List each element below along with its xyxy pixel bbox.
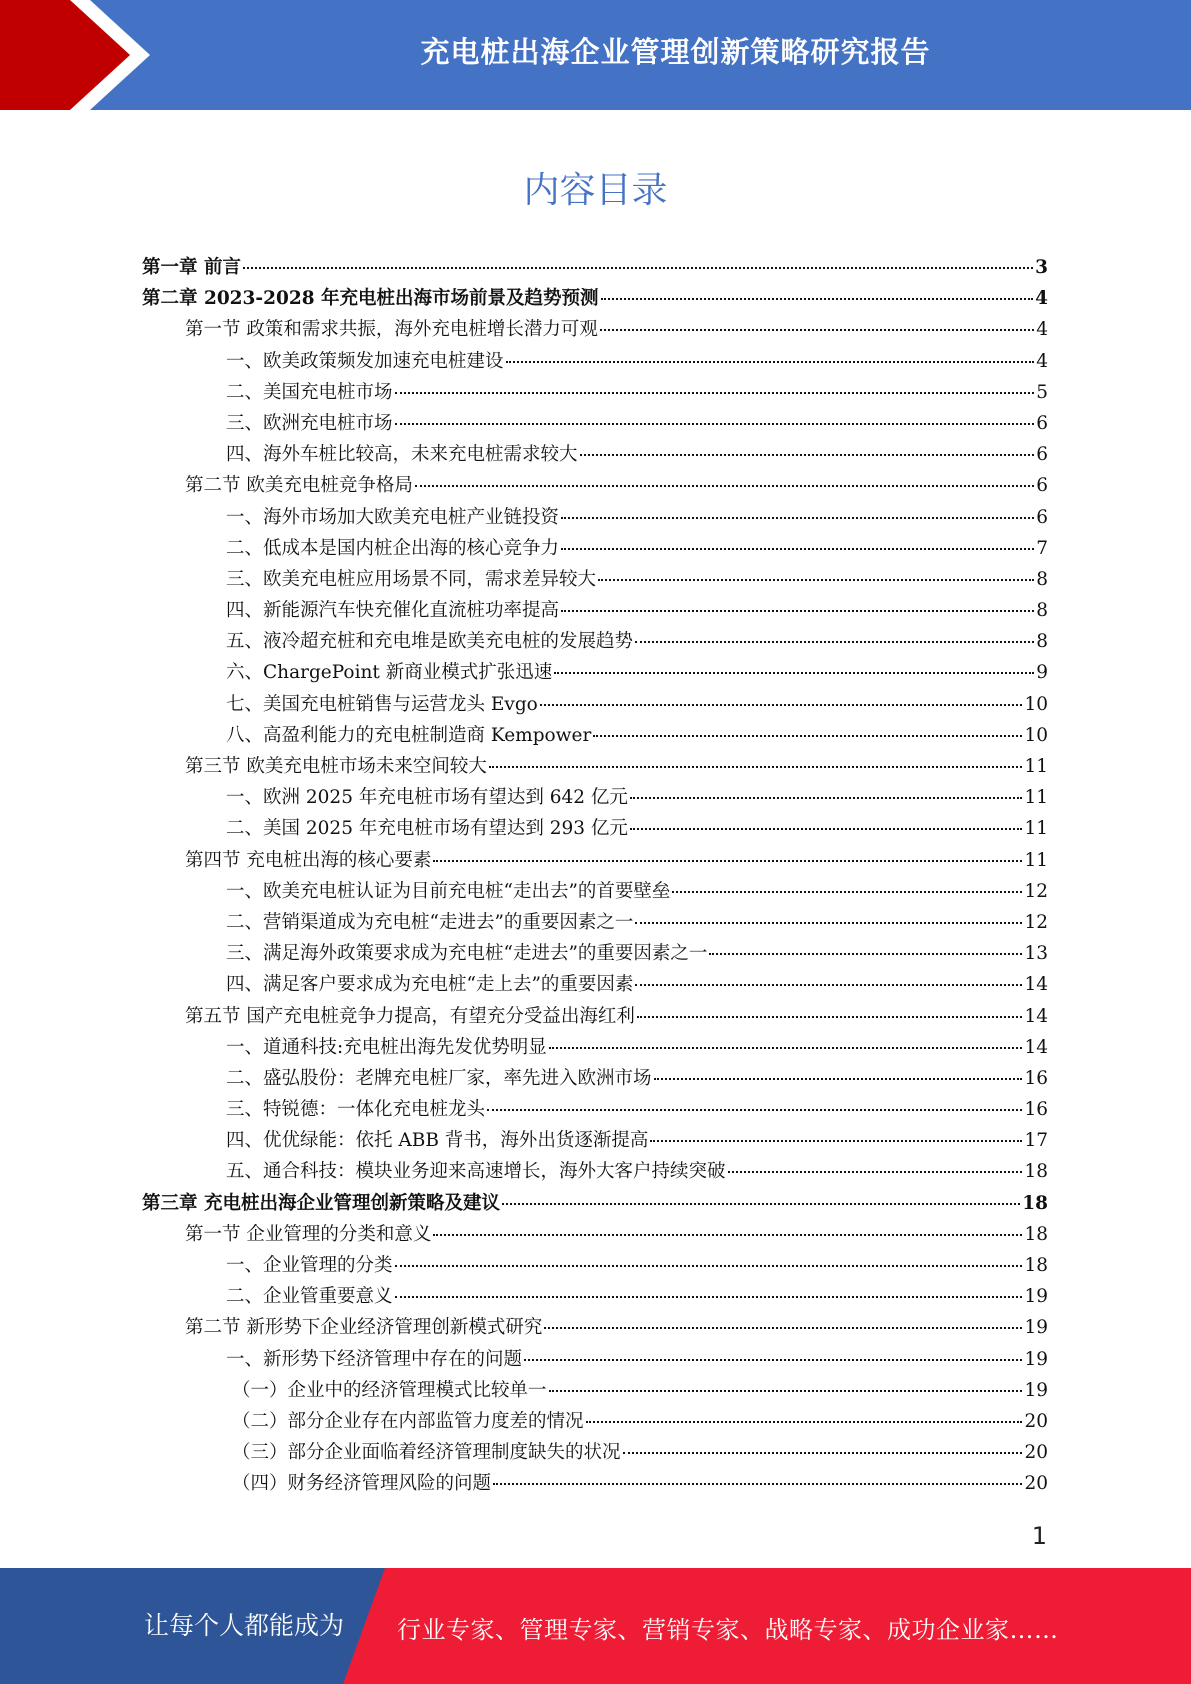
toc-entry-page: 10 (1024, 724, 1048, 746)
toc-entry[interactable] (142, 1095, 1048, 1126)
toc-entry-label: （四）财务经济管理风险的问题 (232, 1473, 492, 1495)
toc-entry-label: 七、美国充电桩销售与运营龙头 Evgo (226, 693, 538, 715)
toc-leader-dots (630, 797, 1023, 799)
toc-leader-dots (600, 329, 1034, 331)
footer-slogan-right: 行业专家、管理专家、营销专家、战略专家、成功企业家…… (397, 1616, 1059, 1644)
toc-entry-page: 18 (1024, 1255, 1048, 1276)
toc-leader-dots (524, 1359, 1022, 1361)
toc-entry-label: （二）部分企业存在内部监管力度差的情况 (232, 1410, 584, 1432)
toc-entry[interactable] (142, 783, 1048, 814)
toc-entry-page: 7 (1036, 537, 1048, 559)
toc-entry-page: 11 (1024, 787, 1048, 809)
page-number: 1 (1031, 1522, 1047, 1550)
toc-entry[interactable] (142, 347, 1048, 378)
toc-entry-page: 20 (1024, 1473, 1048, 1495)
toc-entry-page: 11 (1024, 756, 1048, 777)
footer-banner (0, 1568, 1191, 1684)
toc-entry-page: 12 (1024, 911, 1048, 933)
toc-entry[interactable] (142, 503, 1048, 534)
toc-leader-dots (598, 579, 1034, 581)
toc-entry-page: 18 (1022, 1192, 1048, 1214)
toc-entry-page: 19 (1024, 1317, 1048, 1339)
toc-entry[interactable] (142, 1189, 1048, 1220)
table-of-contents (142, 253, 1048, 1501)
toc-entry-page: 4 (1036, 350, 1048, 372)
toc-entry-page: 8 (1036, 568, 1048, 590)
toc-entry-label: 二、营销渠道成为充电桩“走进去”的重要因素之一 (226, 911, 634, 933)
toc-leader-dots (650, 1140, 1022, 1142)
toc-entry-page: 6 (1036, 444, 1048, 466)
toc-entry-label: 第五节 国产充电桩竞争力提高，有望充分受益出海红利 (185, 1005, 635, 1027)
toc-entry[interactable] (142, 970, 1048, 1001)
toc-entry[interactable] (142, 627, 1048, 658)
toc-entry[interactable] (142, 534, 1048, 565)
toc-entry[interactable] (142, 721, 1048, 752)
toc-leader-dots (623, 1452, 1023, 1454)
toc-entry-page: 16 (1024, 1067, 1048, 1089)
toc-entry[interactable] (142, 409, 1048, 440)
toc-entry-page: 17 (1024, 1130, 1048, 1152)
toc-entry-label: 二、盛弘股份：老牌充电桩厂家，率先进入欧洲市场 (226, 1067, 652, 1089)
toc-entry-label: 二、企业管重要意义 (226, 1286, 393, 1308)
toc-entry-label: （一）企业中的经济管理模式比较单一 (232, 1379, 547, 1401)
toc-entry[interactable] (142, 1313, 1048, 1344)
toc-entry-page: 9 (1036, 662, 1048, 684)
toc-leader-dots (395, 392, 1035, 394)
toc-entry[interactable] (142, 1345, 1048, 1376)
toc-leader-dots (395, 1296, 1023, 1298)
toc-entry[interactable] (142, 939, 1048, 970)
toc-entry-label: 一、海外市场加大欧美充电桩产业链投资 (226, 506, 560, 528)
toc-entry-label: 二、美国充电桩市场 (226, 381, 393, 403)
toc-entry[interactable] (142, 596, 1048, 627)
toc-entry[interactable] (142, 1251, 1048, 1282)
toc-entry[interactable] (142, 440, 1048, 471)
toc-entry[interactable] (142, 1438, 1048, 1469)
toc-entry[interactable] (142, 1126, 1048, 1157)
toc-entry-page: 18 (1024, 1223, 1048, 1245)
toc-leader-dots (561, 610, 1034, 612)
toc-entry-label: 一、欧美政策频发加速充电桩建设 (226, 350, 504, 372)
toc-leader-dots (561, 517, 1034, 519)
toc-entry-label: 一、企业管理的分类 (226, 1255, 393, 1276)
toc-entry[interactable] (142, 1469, 1048, 1500)
toc-entry-page: 11 (1024, 849, 1048, 871)
toc-leader-dots (415, 485, 1034, 487)
toc-heading: 内容目录 (523, 170, 668, 211)
toc-entry-page: 3 (1035, 257, 1048, 278)
toc-entry[interactable] (142, 1064, 1048, 1095)
toc-entry-label: 第一章 前言 (142, 257, 241, 278)
toc-leader-dots (502, 1203, 1020, 1205)
toc-leader-dots (709, 953, 1022, 955)
toc-entry[interactable] (142, 1282, 1048, 1313)
toc-entry-page: 20 (1024, 1410, 1048, 1432)
toc-entry[interactable] (142, 877, 1048, 908)
toc-entry-page: 11 (1024, 818, 1048, 840)
toc-entry-page: 4 (1035, 288, 1048, 310)
toc-entry-page: 8 (1036, 600, 1048, 622)
toc-entry-label: 一、新形势下经济管理中存在的问题 (226, 1348, 523, 1370)
toc-entry-page: 14 (1024, 974, 1048, 996)
toc-entry-label: 第二节 欧美充电桩竞争格局 (185, 475, 413, 497)
toc-entry[interactable] (142, 1033, 1048, 1064)
toc-leader-dots (635, 984, 1022, 986)
toc-leader-dots (395, 423, 1035, 425)
toc-entry-page: 6 (1036, 475, 1048, 497)
toc-entry-page: 10 (1024, 693, 1048, 715)
toc-leader-dots (637, 1016, 1023, 1018)
toc-entry[interactable] (142, 846, 1048, 877)
toc-leader-dots (672, 891, 1022, 893)
toc-entry-page: 14 (1024, 1036, 1048, 1058)
toc-entry[interactable] (142, 908, 1048, 939)
toc-entry-label: 六、ChargePoint 新商业模式扩张迅速 (226, 662, 553, 684)
toc-leader-dots (554, 672, 1034, 674)
toc-entry-label: 第二章 2023-2028 年充电桩出海市场前景及趋势预测 (142, 288, 599, 310)
toc-entry-label: 一、欧美充电桩认证为目前充电桩“走出去”的首要壁垒 (226, 880, 671, 902)
arrow-decoration (0, 0, 140, 110)
toc-entry[interactable] (142, 284, 1048, 315)
toc-entry-page: 13 (1024, 943, 1048, 965)
toc-entry-page: 19 (1024, 1286, 1048, 1308)
toc-entry-page: 12 (1024, 880, 1048, 902)
toc-leader-dots (433, 1234, 1022, 1236)
toc-entry-page: 20 (1024, 1442, 1048, 1464)
toc-entry[interactable] (142, 1376, 1048, 1407)
toc-leader-dots (561, 548, 1034, 550)
toc-entry-page: 6 (1036, 412, 1048, 434)
toc-leader-dots (635, 641, 1034, 643)
toc-entry-page: 6 (1036, 506, 1048, 528)
toc-entry[interactable] (142, 565, 1048, 596)
toc-leader-dots (544, 1327, 1022, 1329)
toc-entry-label: 第一节 企业管理的分类和意义 (185, 1223, 432, 1245)
footer-slogan-left: 让每个人都能成为 (144, 1611, 345, 1640)
toc-entry-page: 5 (1036, 381, 1048, 403)
toc-entry-label: 一、欧洲 2025 年充电桩市场有望达到 642 亿元 (226, 787, 628, 809)
toc-leader-dots (243, 267, 1033, 269)
toc-entry-page: 19 (1024, 1348, 1048, 1370)
toc-leader-dots (728, 1171, 1023, 1173)
toc-entry[interactable] (142, 378, 1048, 409)
toc-entry-page: 14 (1024, 1005, 1048, 1027)
toc-leader-dots (654, 1078, 1023, 1080)
toc-leader-dots (493, 1483, 1022, 1485)
toc-leader-dots (580, 454, 1035, 456)
toc-leader-dots (586, 1421, 1023, 1423)
toc-leader-dots (549, 1390, 1023, 1392)
toc-entry-label: 一、道通科技:充电桩出海先发优势明显 (226, 1036, 547, 1058)
toc-entry[interactable] (142, 752, 1048, 783)
toc-entry-label: 四、海外车桩比较高，未来充电桩需求较大 (226, 444, 578, 466)
toc-entry[interactable] (142, 315, 1048, 346)
toc-leader-dots (506, 361, 1035, 363)
toc-entry[interactable] (142, 1157, 1048, 1188)
toc-entry-label: 三、欧美充电桩应用场景不同，需求差异较大 (226, 568, 597, 590)
toc-entry-label: 五、液冷超充桩和充电堆是欧美充电桩的发展趋势 (226, 631, 634, 653)
toc-leader-dots (540, 704, 1023, 706)
toc-entry[interactable] (142, 471, 1048, 502)
toc-entry-label: 五、通合科技：模块业务迎来高速增长，海外大客户持续突破 (226, 1161, 726, 1183)
toc-entry[interactable] (142, 1220, 1048, 1251)
toc-entry-page: 8 (1036, 631, 1048, 653)
toc-leader-dots (549, 1047, 1023, 1049)
toc-entry-label: 第四节 充电桩出海的核心要素 (185, 849, 432, 871)
toc-entry-page: 18 (1024, 1161, 1048, 1183)
toc-entry[interactable] (142, 658, 1048, 689)
toc-entry-label: 第三节 欧美充电桩市场未来空间较大 (185, 756, 487, 777)
toc-entry-label: 二、低成本是国内桩企出海的核心竞争力 (226, 537, 560, 559)
toc-entry-label: 三、满足海外政策要求成为充电桩“走进去”的重要因素之一 (226, 943, 708, 965)
toc-entry[interactable] (142, 690, 1048, 721)
toc-entry[interactable] (142, 253, 1048, 284)
toc-entry-label: 三、特锐德：一体化充电桩龙头 (226, 1099, 486, 1121)
toc-entry-label: 三、欧洲充电桩市场 (226, 412, 393, 434)
toc-entry-label: 第二节 新形势下企业经济管理创新模式研究 (185, 1317, 543, 1339)
toc-entry-page: 4 (1036, 319, 1048, 341)
toc-entry-label: 四、新能源汽车快充催化直流桩功率提高 (226, 600, 560, 622)
toc-leader-dots (395, 1265, 1023, 1267)
toc-leader-dots (487, 1109, 1022, 1111)
toc-entry-label: 四、满足客户要求成为充电桩“走上去”的重要因素 (226, 974, 634, 996)
toc-entry-page: 16 (1024, 1099, 1048, 1121)
toc-leader-dots (601, 298, 1034, 300)
toc-entry-label: 八、高盈利能力的充电桩制造商 Kempower (226, 724, 592, 746)
toc-leader-dots (593, 735, 1022, 737)
toc-leader-dots (635, 922, 1022, 924)
toc-entry-label: 第一节 政策和需求共振，海外充电桩增长潜力可观 (185, 319, 598, 341)
toc-entry-label: （三）部分企业面临着经济管理制度缺失的状况 (232, 1442, 621, 1464)
toc-entry[interactable] (142, 1407, 1048, 1438)
header-banner (0, 0, 1191, 110)
toc-leader-dots (489, 766, 1023, 768)
toc-entry-label: 四、优优绿能：依托 ABB 背书，海外出货逐渐提高 (226, 1130, 649, 1152)
toc-entry-page: 19 (1024, 1379, 1048, 1401)
toc-entry[interactable] (142, 814, 1048, 845)
toc-entry-label: 二、美国 2025 年充电桩市场有望达到 293 亿元 (226, 818, 628, 840)
report-title: 充电桩出海企业管理创新策略研究报告 (420, 34, 931, 69)
toc-leader-dots (630, 828, 1023, 830)
toc-entry[interactable] (142, 1002, 1048, 1033)
toc-leader-dots (433, 860, 1022, 862)
toc-entry-label: 第三章 充电桩出海企业管理创新策略及建议 (142, 1192, 500, 1214)
